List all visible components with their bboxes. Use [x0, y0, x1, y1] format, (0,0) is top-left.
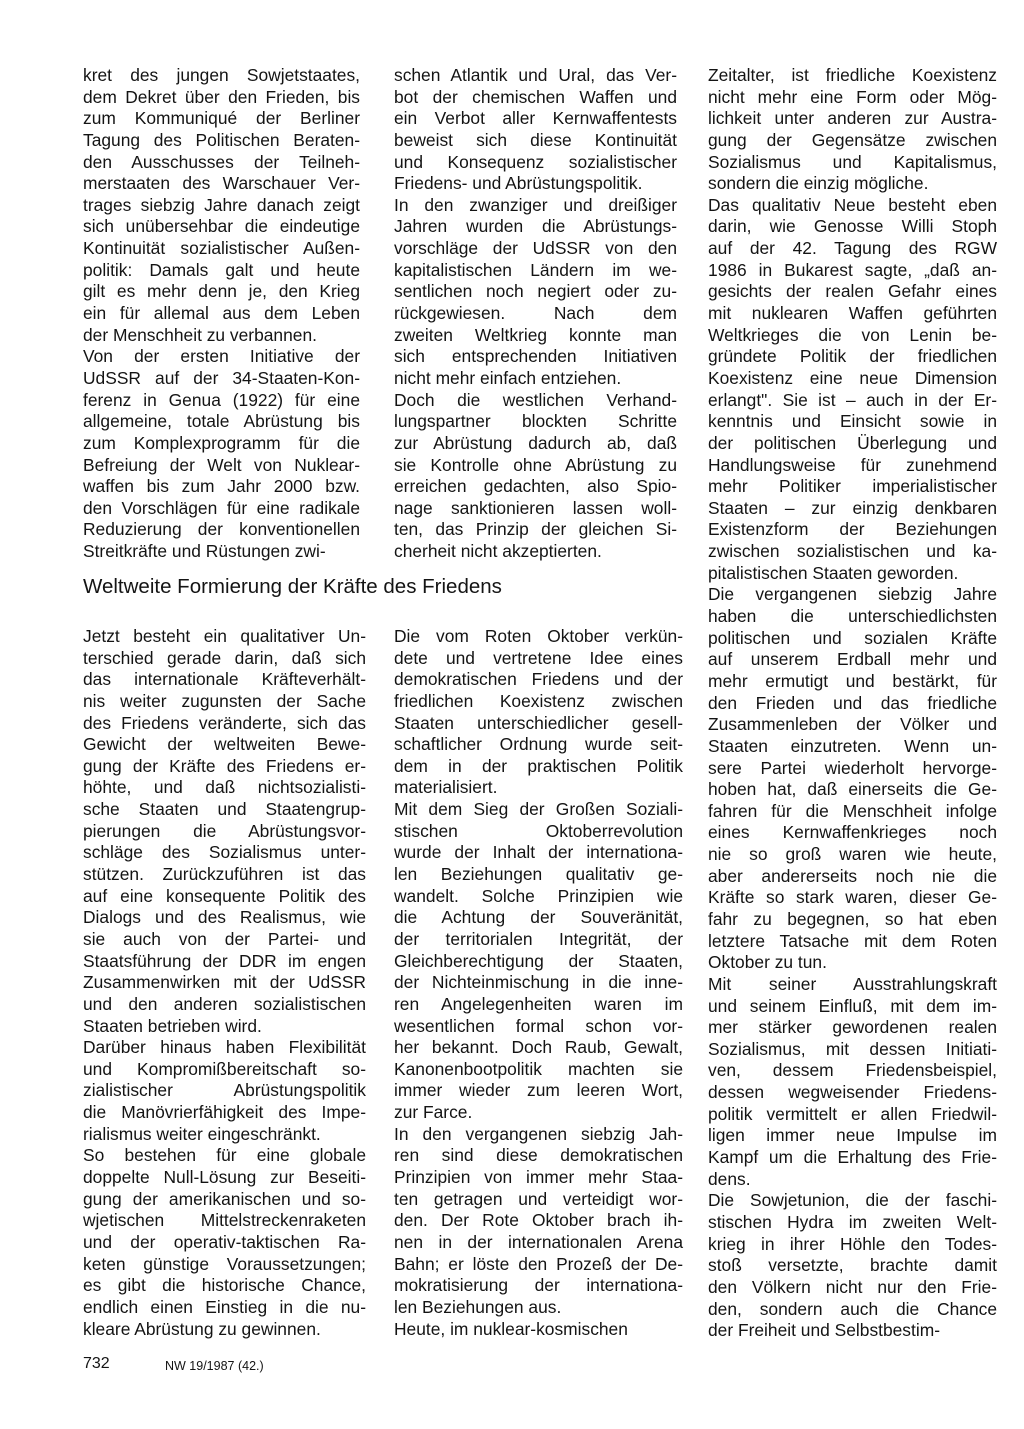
text-line: fahren für die Menschheit infolge [708, 800, 997, 821]
text-line: mehr Politiker imperialistischer [708, 476, 997, 497]
text-line: schen Atlantik und Ural, das Ver- [394, 65, 677, 85]
text-line: wesentlichen formal schon vor- [394, 1015, 683, 1036]
text-line: nen in der internationalen Arena [394, 1231, 683, 1252]
text-line: Staaten einzutreten. Wenn un- [708, 735, 997, 756]
text-line: ren sind diese demokratischen [394, 1145, 683, 1166]
text-line: kenntnis und Einsicht sowie in [708, 411, 997, 432]
text-line: gründete Politik der friedlichen [708, 346, 997, 367]
text-line: aber andererseits noch nie die [708, 865, 997, 886]
text-line: den Vorschlägen für eine radikale [83, 497, 360, 518]
text-line: der territorialen Integrität, der [394, 928, 683, 949]
text-line: Kräfte so stark waren, dieser Ge- [708, 887, 997, 908]
text-line: Heute, im nuklear-kosmischen [394, 1318, 628, 1339]
text-line: zwischen sozialistischen und ka- [708, 541, 997, 562]
text-line: mit nuklearen Waffen geführten [708, 303, 997, 324]
text-line: rialismus weiter eingeschränkt. [83, 1123, 321, 1144]
text-line: ren Angelegenheiten waren im [394, 993, 683, 1014]
text-line: Existenzform der Beziehungen [708, 519, 997, 540]
text-line: sich unübersehbar die eindeutige [83, 216, 360, 237]
text-line: politik vermittelt er allen Friedwil- [708, 1103, 997, 1124]
text-line: stützen. Zurückzuführen ist das [83, 864, 366, 885]
text-line: nie so groß waren wie heute, [708, 844, 997, 865]
text-line: gung der Gegensätze zwischen [708, 129, 997, 150]
text-line: ligen immer neue Impulse im [708, 1125, 997, 1146]
text-line: Oktober zu tun. [708, 952, 827, 973]
text-line: Die vergangenen siebzig Jahre [708, 584, 997, 605]
text-line: politischen und sozialen Kräfte [708, 627, 997, 648]
text-line: ven, dessem Friedensbeispiel, [708, 1060, 997, 1081]
text-line: der Nichteinmischung in die inne- [394, 972, 683, 993]
text-line: und seinem Einfluß, mit dem im- [708, 995, 997, 1016]
text-line: fahr zu begegnen, so hat eben [708, 908, 997, 929]
text-line: dete und vertretene Idee eines [394, 647, 683, 668]
text-line: die Achtung der Souveränität, [394, 907, 683, 928]
text-line: sentlichen noch negiert oder zu- [394, 281, 677, 302]
text-line: auf der 42. Tagung des RGW [708, 238, 997, 259]
text-line: Weltkrieges die von Lenin be- [708, 324, 997, 345]
text-line: der Freiheit und Selbstbestim- [708, 1320, 940, 1341]
text-line: UdSSR auf der 34-Staaten-Kon- [83, 367, 360, 388]
text-line: zur Abrüstung dadurch ab, daß [394, 432, 677, 453]
text-line: bot der chemischen Waffen und [394, 86, 677, 107]
text-line: Das qualitativ Neue besteht eben [708, 194, 997, 215]
text-line: ten, das Prinzip der gleichen Si- [394, 519, 677, 540]
text-line: der politischen Überlegung und [708, 432, 997, 453]
text-line: schläge des Sozialismus unter- [83, 842, 366, 863]
text-line: des Friedens veränderte, sich das [83, 712, 366, 733]
text-line: eines Kernwaffenkrieges noch [708, 822, 997, 843]
text-line: Die vom Roten Oktober verkün- [394, 626, 683, 646]
text-line: Zeitalter, ist friedliche Koexistenz [708, 65, 997, 85]
text-line: immer wieder zum leeren Wort, [394, 1080, 683, 1101]
text-line: Koexistenz eine neue Dimension [708, 367, 997, 388]
text-line: schaftlicher Ordnung wurde seit- [394, 734, 683, 755]
text-line: kret des jungen Sowjetstaates, [83, 65, 360, 85]
text-line: den Frieden und das friedliche [708, 692, 997, 713]
text-line: dem in der praktischen Politik [394, 755, 683, 776]
text-line: Streitkräfte und Rüstungen zwi- [83, 541, 326, 562]
text-line: allgemeine, totale Abrüstung bis [83, 411, 360, 432]
text-line: ein Verbot aller Kernwaffentests [394, 108, 677, 129]
text-line: Kanonenbootpolitik machten sie [394, 1058, 683, 1079]
text-line: 1986 in Bukarest sagte, „daß an- [708, 259, 997, 280]
text-line: nicht mehr eine Form oder Mög- [708, 86, 997, 107]
bottom-column-2 [394, 626, 683, 1340]
text-line: Tagung des Politischen Beraten- [83, 129, 360, 150]
text-line: Die Sowjetunion, die der faschi- [708, 1190, 997, 1211]
text-line: len Beziehungen aus. [394, 1296, 562, 1317]
text-line: Staaten betrieben wird. [83, 1015, 262, 1036]
text-line: Befreiung der Welt von Nuklear- [83, 454, 360, 475]
text-line: gung der Kräfte des Friedens er- [83, 755, 366, 776]
text-line: Staaten unterschiedlicher gesell- [394, 712, 683, 733]
text-line: doppelte Null-Lösung zur Beseiti- [83, 1167, 366, 1188]
text-line: es gibt die historische Chance, [83, 1275, 366, 1296]
text-line: dem Dekret über den Frieden, bis [83, 86, 360, 107]
text-line: zweiten Weltkrieg konnte man [394, 324, 677, 345]
text-line: letztere Tatsache mit dem Roten [708, 930, 997, 951]
text-line: und Kompromißbereitschaft so- [83, 1058, 366, 1079]
text-line: rückgewiesen. Nach dem [394, 303, 677, 324]
text-line: Doch die westlichen Verhand- [394, 389, 677, 410]
text-line: merstaaten des Warschauer Ver- [83, 173, 360, 194]
text-line: gesichts der realen Gefahr eines [708, 281, 997, 302]
text-line: cherheit nicht akzeptierten. [394, 541, 602, 562]
text-line: den Ausschusses der Teilneh- [83, 151, 360, 172]
text-line: wandelt. Solche Prinzipien wie [394, 885, 683, 906]
text-line: gung der amerikanischen und so- [83, 1188, 366, 1209]
text-line: höhte, und daß nichtsozialisti- [83, 777, 366, 798]
top-column-1 [83, 65, 360, 563]
text-line: auf eine konsequente Politik des [83, 885, 366, 906]
text-line: zialistischer Abrüstungspolitik [83, 1080, 366, 1101]
text-line: haben die unterschiedlichsten [708, 606, 997, 627]
text-line: In den zwanziger und dreißiger [394, 194, 677, 215]
text-line: der Menschheit zu verbannen. [83, 324, 317, 345]
text-line: mokratisierung der internationa- [394, 1275, 683, 1296]
text-line: her bekannt. Doch Raub, Gewalt, [394, 1037, 683, 1058]
text-line: Mit seiner Ausstrahlungskraft [708, 973, 997, 994]
text-line: auf unserem Erdball mehr und [708, 649, 997, 670]
text-line: Darüber hinaus haben Flexibilität [83, 1037, 366, 1058]
text-line: ferenz in Genua (1922) für eine [83, 389, 360, 410]
text-line: Staaten – zur einzig denkbaren [708, 497, 997, 518]
text-line: demokratischen Friedens und der [394, 669, 683, 690]
text-line: nage sanktionieren lassen woll- [394, 497, 677, 518]
issue-reference: NW 19/1987 (42.) [165, 1359, 264, 1373]
text-line: sere Partei wiederholt hervorge- [708, 757, 997, 778]
text-line: die Manövrierfähigkeit des Impe- [83, 1102, 366, 1123]
text-line: zum Komplexprogramm für die [83, 432, 360, 453]
text-line: trages siebzig Jahre danach zeigt [83, 194, 360, 215]
text-line: Jetzt besteht ein qualitativer Un- [83, 626, 366, 646]
page-number: 732 [83, 1355, 110, 1372]
text-line: materialisiert. [394, 777, 498, 798]
text-line: dens. [708, 1168, 751, 1189]
text-line: kleare Abrüstung zu gewinnen. [83, 1318, 321, 1339]
bottom-column-1 [83, 626, 366, 1340]
text-line: Sozialismus, mit dessen Initiati- [708, 1038, 997, 1059]
text-line: und Konsequenz sozialistischer [394, 151, 677, 172]
right-column [708, 65, 997, 1342]
text-line: Kampf um die Erhaltung des Frie- [708, 1147, 997, 1168]
text-line: zum Kommuniqué der Berliner [83, 108, 360, 129]
text-line: wjetischen Mittelstreckenraketen [83, 1210, 366, 1231]
text-line: len Beziehungen qualitativ ge- [394, 864, 683, 885]
text-line: Zusammenwirken mit der UdSSR [83, 972, 366, 993]
text-line: Mit dem Sieg der Großen Soziali- [394, 799, 683, 820]
text-line: erlangt". Sie ist – auch in der Er- [708, 389, 997, 410]
text-line: und der operativ-taktischen Ra- [83, 1231, 366, 1252]
text-line: Von der ersten Initiative der [83, 346, 360, 367]
text-line: terschied gerade darin, daß sich [83, 647, 366, 668]
text-line: pitalistischen Staaten geworden. [708, 562, 959, 583]
text-line: Sozialismus und Kapitalismus, [708, 151, 997, 172]
text-line: kapitalistischen Ländern im we- [394, 259, 677, 280]
text-line: das internationale Kräfteverhält- [83, 669, 366, 690]
text-line: So bestehen für eine globale [83, 1145, 366, 1166]
text-line: nis weiter zugunsten der Sache [83, 690, 366, 711]
text-line: dessen wegweisender Friedens- [708, 1082, 997, 1103]
text-line: stischen Oktoberrevolution [394, 820, 683, 841]
text-line: den. Der Rote Oktober brach ih- [394, 1210, 683, 1231]
top-column-2 [394, 65, 677, 563]
text-line: Gewicht der weltweiten Bewe- [83, 734, 366, 755]
text-line: und den anderen sozialistischen [83, 993, 366, 1014]
text-line: friedlichen Koexistenz zwischen [394, 690, 683, 711]
text-line: beweist sich diese Kontinuität [394, 129, 677, 150]
text-line: sie auch von der Partei- und [83, 928, 366, 949]
text-line: pierungen die Abrüstungsvor- [83, 820, 366, 841]
text-line: Staatsführung der DDR im engen [83, 950, 366, 971]
text-line: erreichen gedachten, also Spio- [394, 476, 677, 497]
text-line: krieg in ihrer Höhle den Todes- [708, 1233, 997, 1254]
text-line: waffen bis zum Jahr 2000 bzw. [83, 476, 360, 497]
text-line: mer stärker gewordenen realen [708, 1017, 997, 1038]
text-line: darin, wie Genosse Willi Stoph [708, 216, 997, 237]
text-line: Bahn; er löste den Prozeß der De- [394, 1253, 683, 1274]
text-line: Kontinuität sozialistischer Außen- [83, 238, 360, 259]
text-line: ein für allemal aus dem Leben [83, 303, 360, 324]
text-line: ten getragen und verteidigt wor- [394, 1188, 683, 1209]
text-line: wurde der Inhalt der internationa- [394, 842, 683, 863]
text-line: Gleichberechtigung der Staaten, [394, 950, 683, 971]
text-line: Dialogs und des Realismus, wie [83, 907, 366, 928]
text-line: sie Kontrolle ohne Abrüstung zu [394, 454, 677, 475]
text-line: Zusammenleben der Völker und [708, 714, 997, 735]
text-line: den, sondern auch die Chance [708, 1298, 997, 1319]
text-line: sche Staaten und Staatengrup- [83, 799, 366, 820]
text-line: politik: Damals galt und heute [83, 259, 360, 280]
text-line: sich entsprechenden Initiativen [394, 346, 677, 367]
text-line: hoben hat, daß einerseits die Ge- [708, 779, 997, 800]
text-line: Jahren wurden die Abrüstungs- [394, 216, 677, 237]
text-line: den Völkern nicht nur den Frie- [708, 1276, 997, 1297]
section-heading: Weltweite Formierung der Kräfte des Friedens [83, 575, 502, 598]
text-line: keten günstige Voraussetzungen; [83, 1253, 366, 1274]
text-line: In den vergangenen siebzig Jah- [394, 1123, 683, 1144]
text-line: endlich einen Einstieg in die nu- [83, 1296, 366, 1317]
text-line: sondern die einzig mögliche. [708, 173, 929, 194]
text-line: stischen Hydra im zweiten Welt- [708, 1211, 997, 1232]
text-line: lichkeit unter anderen zur Austra- [708, 108, 997, 129]
text-line: Prinzipien von immer mehr Staa- [394, 1167, 683, 1188]
text-line: mehr ermutigt und bestärkt, für [708, 670, 997, 691]
text-line: nicht mehr einfach entziehen. [394, 367, 622, 388]
text-line: gilt es mehr denn je, den Krieg [83, 281, 360, 302]
text-line: Handlungsweise für zunehmend [708, 454, 997, 475]
text-line: stoß versetzte, brachte damit [708, 1255, 997, 1276]
text-line: Friedens- und Abrüstungspolitik. [394, 173, 643, 194]
text-line: lungspartner blockten Schritte [394, 411, 677, 432]
text-line: Reduzierung der konventionellen [83, 519, 360, 540]
text-line: vorschläge der UdSSR von den [394, 238, 677, 259]
text-line: zur Farce. [394, 1102, 473, 1123]
